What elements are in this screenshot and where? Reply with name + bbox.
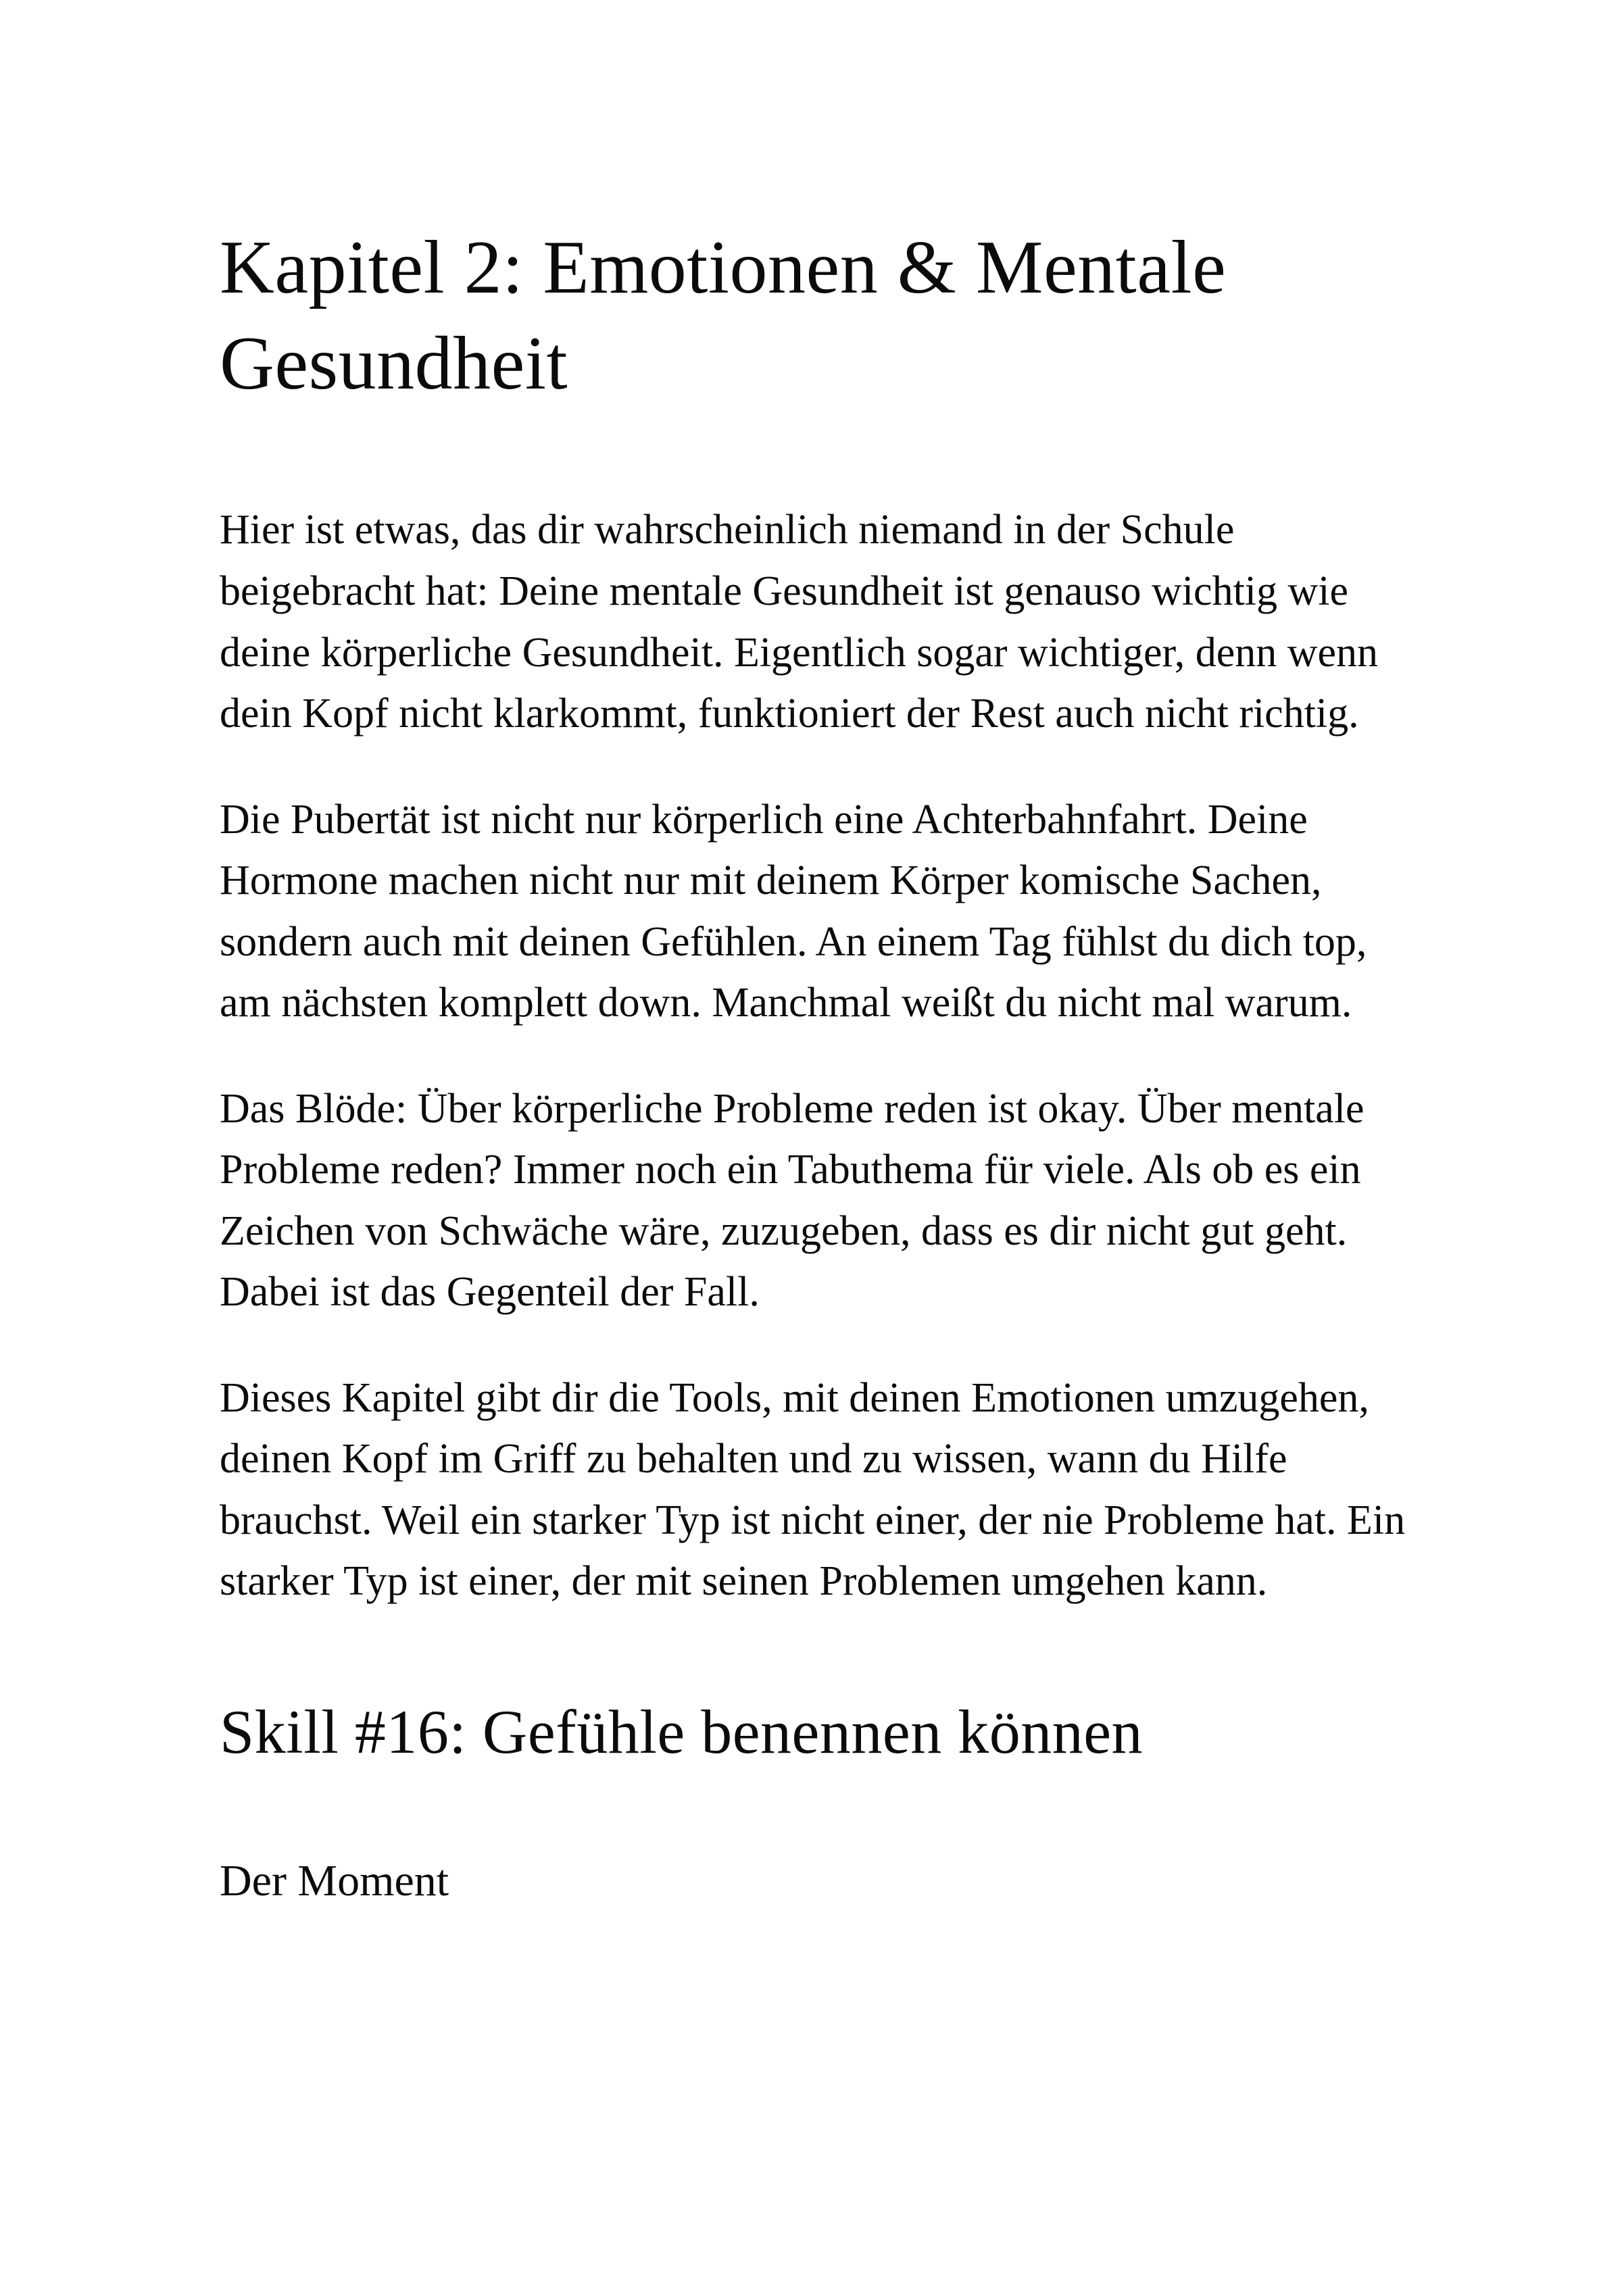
section-subheading: Der Moment: [220, 1855, 449, 1905]
paragraph-tools: Dieses Kapitel gibt dir die Tools, mit deinen Emotionen umzugehen, deinen Kopf im Griff zu behalten und zu wissen, wann du Hilfe brauchst. Weil ein starker Typ ist nicht einer, der nie Probleme hat. Ein starker Typ ist einer, der mit seinen Problemen umgehen kann.: [220, 1374, 1406, 1605]
paragraph-intro: Hier ist etwas, das dir wahrscheinlich niemand in der Schule beigebracht hat: Deine mentale Gesundheit ist genauso wichtig wie deine körperliche Gesundheit. Eigentlich sogar wichtiger, denn wenn dein Kopf nicht klarkommt, funktioniert der Rest auch nicht richtig.: [220, 507, 1379, 737]
paragraph-taboo: Das Blöde: Über körperliche Probleme reden ist okay. Über mentale Probleme reden? Immer noch ein Tabuthema für viele. Als ob es ein Zeichen von Schwäche wäre, zuzugeben, dass es dir nicht gut geht. Dabei ist das Gegenteil der Fall.: [220, 1085, 1365, 1316]
skill-heading: Skill #16: Gefühle benennen können: [220, 1697, 1144, 1766]
chapter-title: Kapitel 2: Emotionen & Mentale Gesundheit: [220, 226, 1227, 406]
document-content: [220, 220, 1419, 1910]
paragraph-puberty: Die Pubertät ist nicht nur körperlich eine Achterbahnfahrt. Deine Hormone machen nicht nur mit deinem Körper komische Sachen, sondern auch mit deinen Gefühlen. An einem Tag fühlst du dich top, am nächsten komplett down. Manchmal weißt du nicht mal warum.: [220, 796, 1367, 1026]
